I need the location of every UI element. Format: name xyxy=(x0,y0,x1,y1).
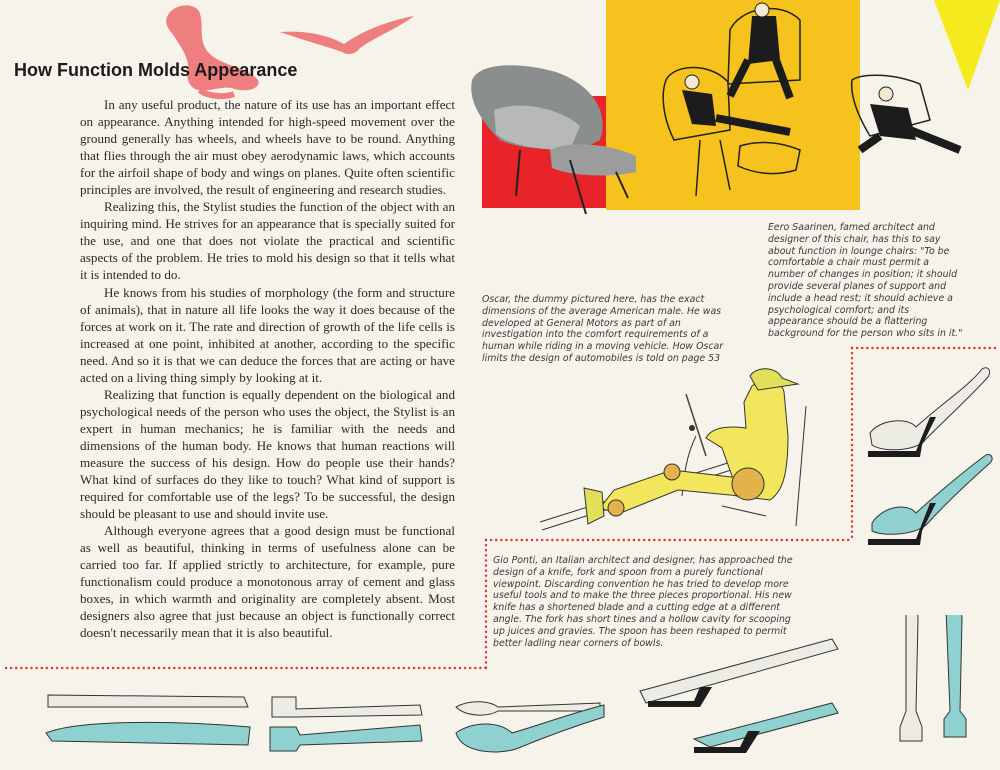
oscar-dummy-illustration xyxy=(536,366,856,536)
paragraph: He knows from his studies of morphology (the form and structure of animals), that in nature all life looks the way it does because of the forces at work on it. The rate and direction of growth of the life cells is increased at one point, inhibited at another, according to the specific need. And so it is that we can deduce the forces that are acting or have acted on a living thing simply by looking at it. xyxy=(80,284,455,385)
paragraph: Although everyone agrees that a good design must be functional as well as beautiful, thinking in terms of usefulness alone can be carried too far. If applied strictly to architecture, for example, pure functionalism could produce a monotonous array of cement and glass boxes, in which warmth and originality are completely absent. Most designers also agree that just because an object is functionally correct doesn't necessarily mean that it is also beautiful. xyxy=(80,523,455,641)
seagull-illustration xyxy=(278,12,418,62)
spoon-illustration xyxy=(860,355,1000,555)
page-title: How Function Molds Appearance xyxy=(14,60,298,80)
paragraph: Realizing this, the Stylist studies the function of the object with an inquiring mind. He strives for an appearance that is specially suited for the use, and one that does not violate the practical and scientific aspects of the problem. He tries to mold his design so that it tells what it is intended to do. xyxy=(80,199,455,283)
caption-saarinen: Eero Saarinen, famed architect and designer of this chair, has this to say about function in lounge chairs: "To be comfortable a chair must permit a number of changes in position; it should provide several planes of support and include a head rest; it should achieve a psychological comfort; and its appearance should be a flattering background for the person who sits in it." xyxy=(768,222,963,340)
cutlery-illustration xyxy=(0,615,1000,765)
lounge-chair-illustration xyxy=(460,0,1000,220)
paragraph: In any useful product, the nature of its use has an important effect on appearance. Anything intended for high-speed movement over the ground generally has wheels, and wheels have to be round. Anything that flies through the air must obey aerodynamic laws, which accounts for the airfoil shape of body and wings on planes. Quite often scientific principles are involved, the result of engineering and research studies. xyxy=(80,97,455,198)
caption-oscar: Oscar, the dummy pictured here, has the exact dimensions of the average American male. He was developed at General Motors as part of an investigation into the comfort requirements of a human while riding in a moving vehicle. How Oscar limits the design of automobiles is told on page 53 xyxy=(482,294,724,364)
caption-ponti: Gio Ponti, an Italian architect and designer, has approached the design of a knife, fork and spoon from a purely functional viewpoint. Discarding convention he has tried to develop more useful tools and to make the three pieces proportional. His new knife has a shortened blade and a cutting edge at a different angle. The fork has short tines and a hollow cavity for scooping up juices and gravies. The spoon has been reshaped to permit better ladling near corners of bowls. xyxy=(493,555,793,649)
seal-illustration xyxy=(150,0,290,100)
paragraph: Realizing that function is equally dependent on the biological and psychological needs of the person who uses the object, the Stylist is an expert in human mechanics; he is familiar with the needs and dimensions of the human body. He knows that human reactions will measure the success of his design. How do people use their hands? What kind of surfaces do they like to touch? What kind of support is required for comfortable use of the legs? To be successful, the design should be pleasant to use and should invite use. xyxy=(80,386,455,522)
body-text xyxy=(80,96,455,642)
